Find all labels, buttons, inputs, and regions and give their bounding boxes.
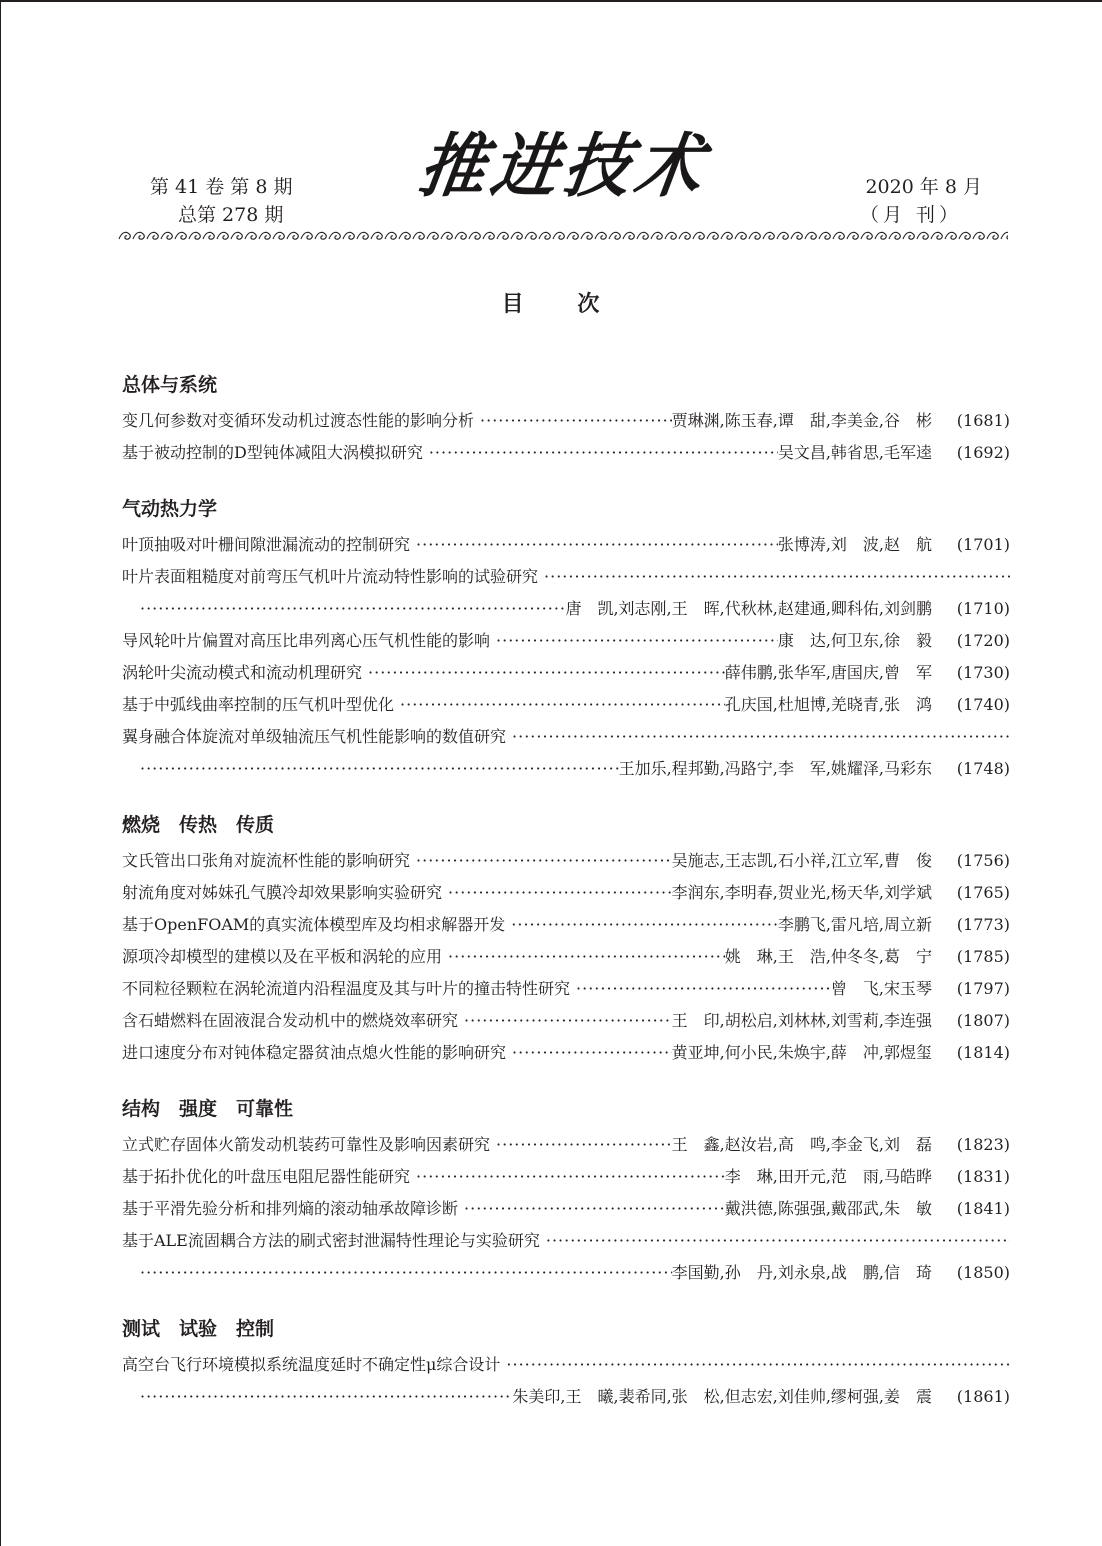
entry-authors: 曾 飞,宋玉琴 [830,979,932,998]
entry-title: 基于被动控制的D型钝体减阻大涡模拟研究 [122,443,423,462]
entry-authors: 姚 琳,王 浩,仲冬冬,葛 宁 [724,947,932,966]
entry-authors: 康 达,何卫东,徐 毅 [777,631,932,650]
leader-dots [416,529,778,561]
entry-title: 叶片表面粗糙度对前弯压气机叶片流动特性影响的试验研究 [122,567,539,586]
total-issue: 总第 278 期 [178,204,284,226]
entry-authors: 王 鑫,赵汝岩,高 鸣,李金飞,刘 磊 [671,1135,932,1154]
leader-dots [544,561,1010,593]
leader-dots [140,1257,672,1289]
entry-title: 涡轮叶尖流动模式和流动机理研究 [122,663,363,682]
toc-entry-continuation[interactable] [122,1257,1010,1289]
entry-page: (1797) [956,979,1010,998]
toc-entry[interactable] [122,1161,1010,1193]
entry-page: (1681) [956,411,1010,430]
entry-title: 不同粒径颗粒在涡轮流道内沿程温度及其与叶片的撞击特性研究 [122,979,571,998]
entry-authors: 李润东,李明春,贺业光,杨天华,刘学斌 [671,883,932,902]
section-heading: 气动热力学 [122,498,218,520]
entry-authors: 朱美印,王 曦,裴希同,张 松,但志宏,刘佳帅,缪柯强,姜 震 [512,1387,932,1406]
entry-authors: 戴洪德,陈强强,戴邵武,朱 敏 [724,1199,932,1218]
page-left-border [0,0,1,1546]
toc-entry[interactable] [122,657,1010,689]
toc-section [122,810,1010,1069]
entry-authors: 薛伟鹏,张华军,唐国庆,曾 军 [724,663,932,682]
entry-title: 导风轮叶片偏置对高压比串列离心压气机性能的影响 [122,631,491,650]
entry-title: 立式贮存固体火箭发动机装药可靠性及影响因素研究 [122,1135,491,1154]
entry-authors: 李鹏飞,雷凡培,周立新 [777,915,932,934]
table-of-contents [122,370,1010,1438]
toc-entry[interactable] [122,561,1010,593]
leader-dots [400,689,725,721]
entry-page: (1785) [956,947,1010,966]
entry-title: 叶顶抽吸对叶栅间隙泄漏流动的控制研究 [122,535,411,554]
volume-issue: 第 41 卷 第 8 期 [150,176,293,198]
entry-page: (1701) [956,535,1010,554]
leader-dots [416,1161,725,1193]
toc-entry[interactable] [122,529,1010,561]
toc-entry[interactable] [122,721,1010,753]
leader-dots [512,721,1010,753]
leader-dots [480,405,672,437]
entry-title: 基于OpenFOAM的真实流体模型库及均相求解器开发 [122,915,506,934]
issue-date: 2020 年 8 月 [865,176,982,198]
entry-authors: 吴文昌,韩省思,毛军逵 [777,443,932,462]
toc-entry[interactable] [122,941,1010,973]
entry-page: (1765) [956,883,1010,902]
entry-page: (1861) [956,1387,1010,1406]
entry-title: 基于拓扑优化的叶盘压电阻尼器性能研究 [122,1167,411,1186]
entry-title: 高空台飞行环境模拟系统温度延时不确定性μ综合设计 [122,1355,501,1374]
entry-title: 射流角度对姊妹孔气膜冷却效果影响实验研究 [122,883,443,902]
toc-entry[interactable] [122,1129,1010,1161]
entry-page: (1740) [956,695,1010,714]
issue-frequency: （月 刊） [859,204,962,226]
entry-title: 源项冷却模型的建模以及在平板和涡轮的应用 [122,947,443,966]
section-heading: 测试 试验 控制 [122,1318,275,1340]
entry-authors: 贾琳渊,陈玉春,谭 甜,李美金,谷 彬 [671,411,932,430]
section-heading: 结构 强度 可靠性 [122,1098,294,1120]
entry-title: 变几何参数对变循环发动机过渡态性能的影响分析 [122,411,475,430]
entry-page: (1692) [956,443,1010,462]
journal-masthead: 推进技术 [414,125,714,207]
leader-dots [496,1129,672,1161]
entry-page: (1841) [956,1199,1010,1218]
leader-dots [512,1037,672,1069]
entry-title: 基于中弧线曲率控制的压气机叶型优化 [122,695,395,714]
toc-section [122,1094,1010,1289]
leader-dots [511,909,778,941]
entry-page: (1710) [956,599,1010,618]
leader-dots [448,941,725,973]
entry-page: (1831) [956,1167,1010,1186]
leader-dots [429,437,778,469]
toc-entry[interactable] [122,689,1010,721]
entry-authors: 唐 凯,刘志刚,王 晖,代秋林,赵建通,卿科佑,刘剑鹏 [565,599,932,618]
toc-entry-continuation[interactable] [122,593,1010,625]
leader-dots [464,1005,672,1037]
entry-title: 含石蜡燃料在固液混合发动机中的燃烧效率研究 [122,1011,459,1030]
toc-entry[interactable] [122,1037,1010,1069]
toc-section [122,1314,1010,1413]
entry-authors: 王 印,胡松启,刘林林,刘雪莉,李连强 [671,1011,932,1030]
toc-entry[interactable] [122,1005,1010,1037]
section-heading: 总体与系统 [122,374,218,396]
entry-page: (1730) [956,663,1010,682]
toc-entry[interactable] [122,405,1010,437]
leader-dots [140,1381,512,1413]
toc-entry[interactable] [122,1225,1010,1257]
issue-date-info [860,173,982,229]
toc-section [122,494,1010,785]
entry-page: (1756) [956,851,1010,870]
toc-entry[interactable] [122,1349,1010,1381]
leader-dots [546,1225,1010,1257]
entry-title: 基于平滑先验分析和排列熵的滚动轴承故障诊断 [122,1199,459,1218]
entry-authors: 李 琳,田开元,范 雨,马皓晔 [724,1167,932,1186]
entry-page: (1748) [956,759,1010,778]
entry-title: 文氏管出口张角对旋流杯性能的影响研究 [122,851,411,870]
toc-entry-continuation[interactable] [122,753,1010,785]
entry-authors: 孔庆国,杜旭博,羌晓青,张 鸿 [724,695,932,714]
toc-entry[interactable] [122,877,1010,909]
entry-authors: 李国勤,孙 丹,刘永泉,战 鹏,信 琦 [671,1263,932,1282]
leader-dots [140,753,619,785]
toc-entry[interactable] [122,973,1010,1005]
entry-page: (1823) [956,1135,1010,1154]
leader-dots [368,657,725,689]
leader-dots [448,877,672,909]
leader-dots [506,1349,1010,1381]
leader-dots [464,1193,725,1225]
leader-dots [416,845,672,877]
toc-section [122,370,1010,469]
entry-page: (1850) [956,1263,1010,1282]
entry-page: (1807) [956,1011,1010,1030]
toc-title: 目 次 [501,292,601,317]
toc-entry-continuation[interactable] [122,1381,1010,1413]
page-top-border [0,0,1102,2]
entry-authors: 张博涛,刘 波,赵 航 [777,535,932,554]
entry-authors: 王加乐,程邦勤,冯路宁,李 军,姚耀泽,马彩东 [618,759,932,778]
toc-entry[interactable] [122,909,1010,941]
entry-title: 进口速度分布对钝体稳定器贫油点熄火性能的影响研究 [122,1043,507,1062]
leader-dots [140,593,565,625]
entry-page: (1720) [956,631,1010,650]
entry-page: (1773) [956,915,1010,934]
header-ornament-divider [118,229,1008,243]
entry-title: 翼身融合体旋流对单级轴流压气机性能影响的数值研究 [122,727,507,746]
issue-info [150,173,292,229]
section-heading: 燃烧 传热 传质 [122,814,275,836]
toc-entry[interactable] [122,625,1010,657]
entry-authors: 吴施志,王志凯,石小祥,江立军,曹 俊 [671,851,932,870]
toc-entry[interactable] [122,437,1010,469]
toc-entry[interactable] [122,1193,1010,1225]
entry-page: (1814) [956,1043,1010,1062]
leader-dots [496,625,778,657]
entry-title: 基于ALE流固耦合方法的刷式密封泄漏特性理论与实验研究 [122,1231,540,1250]
toc-entry[interactable] [122,845,1010,877]
entry-authors: 黄亚坤,何小民,朱焕宇,薛 冲,郭煜玺 [671,1043,932,1062]
leader-dots [576,973,831,1005]
